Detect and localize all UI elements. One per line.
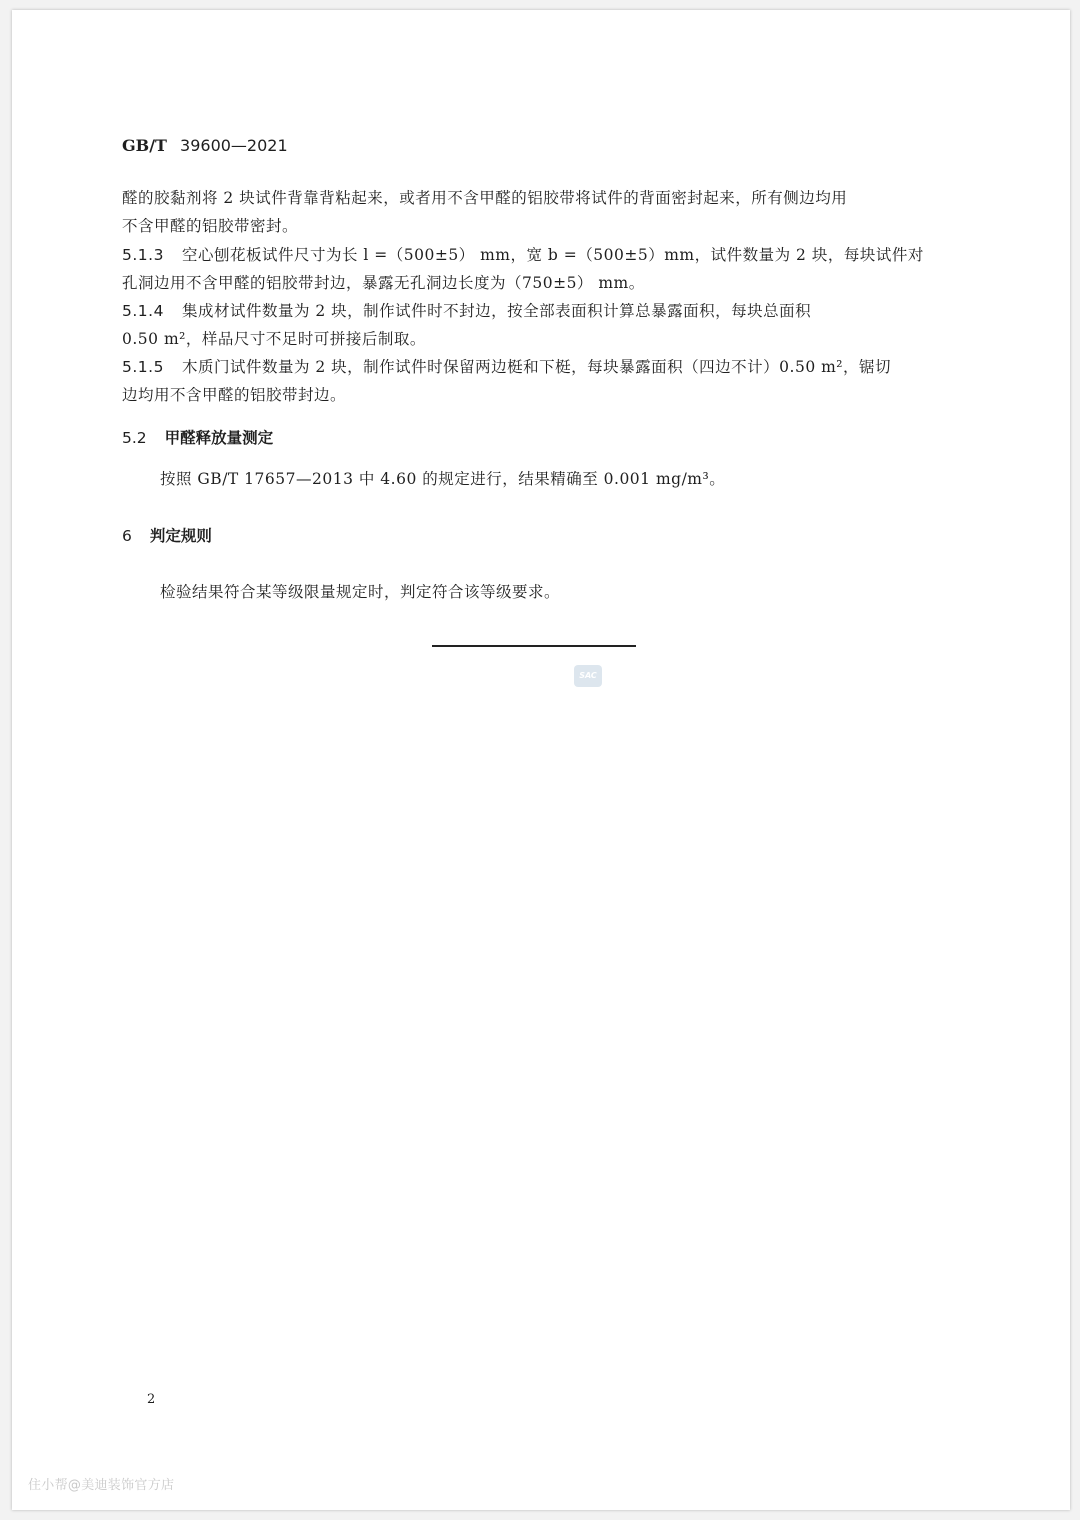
page-number: 2 bbox=[147, 1392, 156, 1407]
body-line: 0.50 m²，样品尺寸不足时可拼接后制取。 bbox=[122, 330, 426, 348]
body-line: 不含甲醛的铝胶带密封。 bbox=[122, 217, 299, 235]
clause-5-1-3 bbox=[122, 243, 924, 265]
body-line: 孔洞边用不含甲醛的铝胶带封边，暴露无孔洞边长度为（750±5） mm。 bbox=[122, 274, 645, 292]
end-rule bbox=[432, 645, 636, 647]
section-number: 5.2 bbox=[122, 429, 147, 447]
document-page bbox=[12, 10, 1070, 1510]
section-text: 检验结果符合某等级限量规定时，判定符合该等级要求。 bbox=[160, 583, 561, 601]
standard-code bbox=[122, 136, 288, 155]
standard-number: 39600—2021 bbox=[180, 136, 288, 155]
clause-text: 空心刨花板试件尺寸为长 l =（500±5） mm，宽 b =（500±5）mm，试件数量为 2 块，每块试件对 bbox=[181, 246, 924, 264]
section-text: 按照 GB/T 17657—2013 中 4.60 的规定进行，结果精确至 0.001 mg/m³。 bbox=[160, 470, 726, 488]
standard-prefix: GB/T bbox=[122, 136, 167, 155]
clause-text: 木质门试件数量为 2 块，制作试件时保留两边梃和下梃，每块暴露面积（四边不计）0.50 m²，锯切 bbox=[181, 358, 892, 376]
clause-number: 5.1.5 bbox=[122, 358, 164, 376]
clause-5-1-4 bbox=[122, 299, 811, 321]
section-heading-5-2 bbox=[122, 426, 273, 448]
clause-number: 5.1.3 bbox=[122, 246, 164, 264]
section-heading-6 bbox=[122, 524, 212, 546]
section-number: 6 bbox=[122, 527, 132, 545]
clause-text: 集成材试件数量为 2 块，制作试件时不封边，按全部表面积计算总暴露面积，每块总面积 bbox=[181, 302, 812, 320]
body-line: 边均用不含甲醛的铝胶带封边。 bbox=[122, 386, 347, 404]
clause-number: 5.1.4 bbox=[122, 302, 164, 320]
body-line: 醛的胶黏剂将 2 块试件背靠背粘起来，或者用不含甲醛的铝胶带将试件的背面密封起来，所有侧边均用 bbox=[122, 189, 848, 207]
clause-5-1-5 bbox=[122, 355, 891, 377]
sac-logo: SAC bbox=[574, 665, 602, 687]
section-title: 判定规则 bbox=[149, 527, 212, 545]
watermark: 住小帮@美迪装饰官方店 bbox=[28, 1478, 175, 1493]
section-title: 甲醛释放量测定 bbox=[164, 429, 274, 447]
